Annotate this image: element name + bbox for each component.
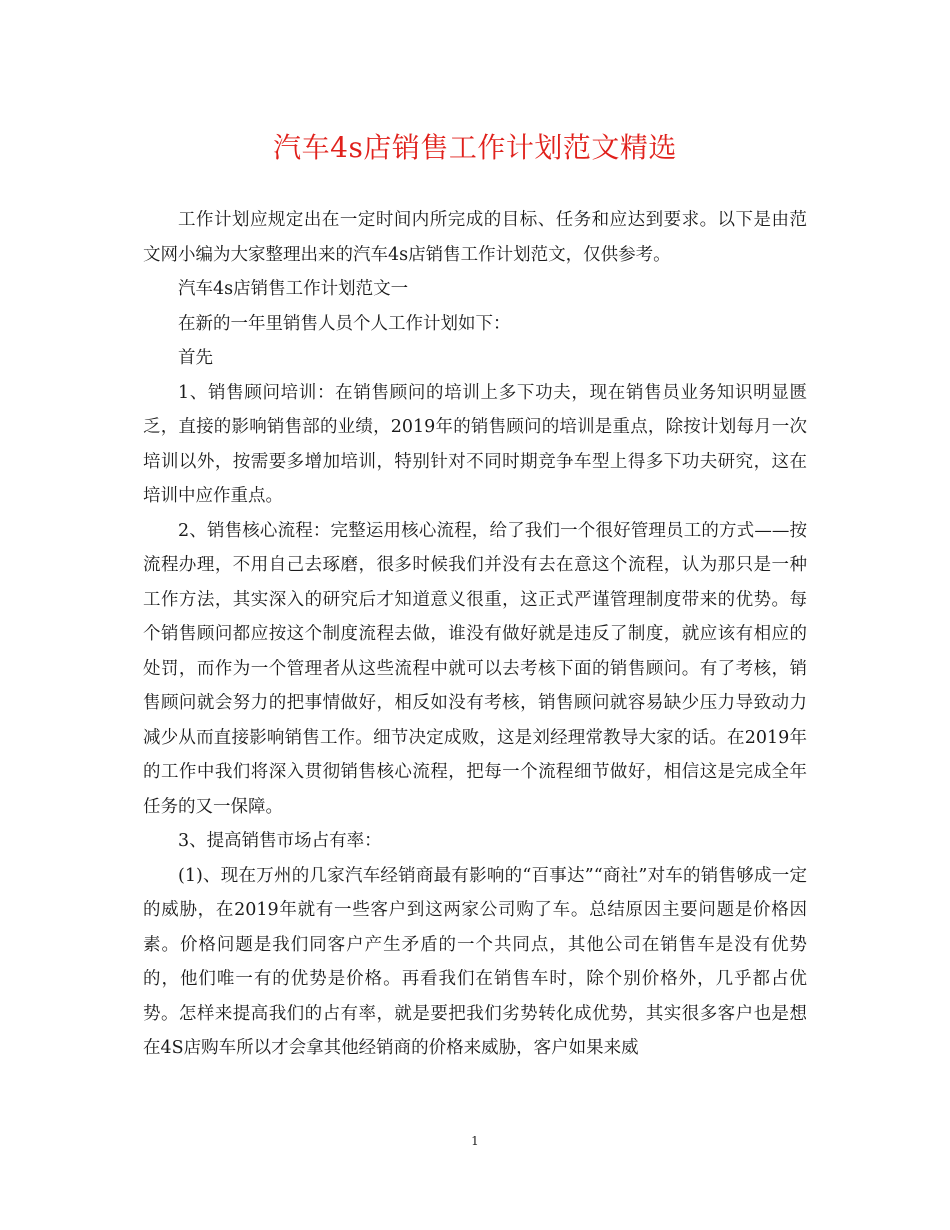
document-body bbox=[143, 203, 807, 1066]
paragraph-item-3: 3、提高销售市场占有率： bbox=[178, 831, 382, 851]
paragraph-item-2: 2、销售核心流程：完整运用核心流程，给了我们一个很好管理员工的方式——按流程办理，不用自己去琢磨，很多时候我们并没有去在意这个流程，认为那只是一种工作方法，其实深入的研究后才知道意义很重，这正式严谨管理制度带来的优势。每个销售顾问都应按这个制度流程去做，谁没有做好就是违反了制度，就应该有相应的处罚，而作为一个管理者从这些流程中就可以去考核下面的销售顾问。有了考核，销售顾问就会努力的把事情做好，相反如没有考核，销售顾问就容易缺少压力导致动力减少从而直接影响销售工作。细节决定成败，这是刘经理常教导大家的话。在2019年的工作中我们将深入贯彻销售核心流程，把每一个流程细节做好，相信这是完成全年任务的又一保障。 bbox=[143, 520, 807, 817]
paragraph-intro: 工作计划应规定出在一定时间内所完成的目标、任务和应达到要求。以下是由范文网小编为大家整理出来的汽车4s店销售工作计划范文，仅供参考。 bbox=[143, 210, 807, 265]
document-title: 汽车4s店销售工作计划范文精选 bbox=[273, 131, 677, 164]
paragraph-section-heading: 汽车4s店销售工作计划范文一 bbox=[178, 279, 409, 299]
paragraph-item-3-1: (1)、现在万州的几家汽车经销商最有影响的“百事达”“商社”对车的销售够成一定的威胁，在2019年就有一些客户到这两家公司购了车。总结原因主要问题是价格因素。价格问题是我们同客户产生矛盾的一个共同点，其他公司在销售车是没有优势的，他们唯一有的优势是价格。再看我们在销售车时，除个别价格外，几乎都占优势。怎样来提高我们的占有率，就是要把我们劣势转化成优势，其实很多客户也是想在4S店购车所以才会拿其他经销商的价格来威胁，客户如果来威 bbox=[143, 865, 807, 1058]
paragraph-item-1: 1、销售顾问培训：在销售顾问的培训上多下功夫，现在销售员业务知识明显匮乏，直接的影响销售部的业绩，2019年的销售顾问的培训是重点，除按计划每月一次培训以外，按需要多增加培训，特别针对不同时期竞争车型上得多下功夫研究，这在培训中应作重点。 bbox=[143, 382, 807, 506]
page-number: 1 bbox=[471, 1134, 479, 1148]
paragraph-plan-intro: 在新的一年里销售人员个人工作计划如下： bbox=[178, 313, 511, 334]
paragraph-first: 首先 bbox=[178, 348, 213, 368]
